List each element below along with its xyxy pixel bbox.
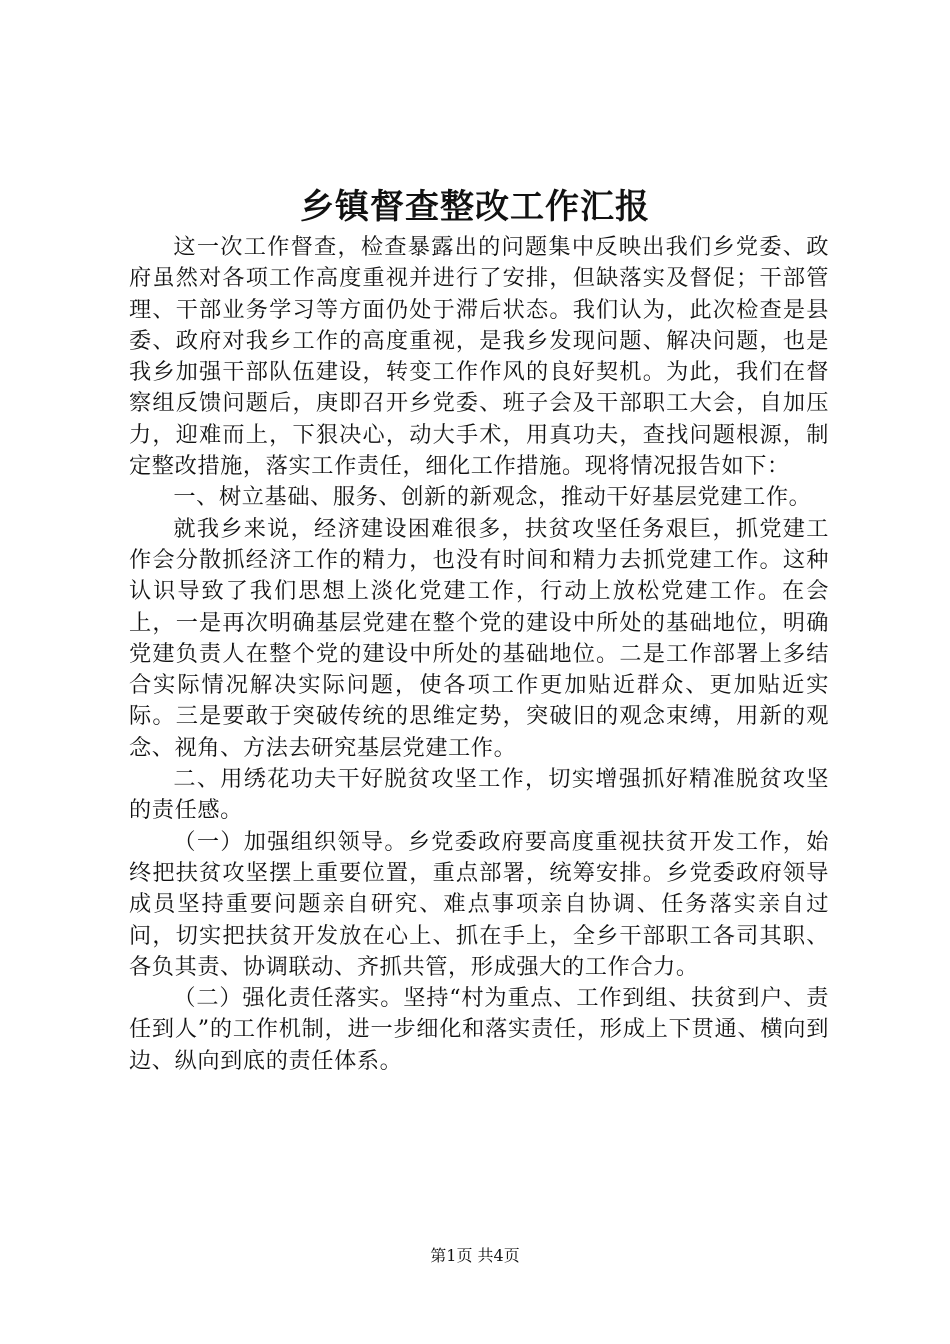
page-number-footer: 第1页 共4页 [430,1246,520,1265]
paragraph-subsection-2: （二）强化责任落实。坚持“村为重点、工作到组、扶贫到户、责任到人”的工作机制，进一步细化和落实责任，形成上下贯通、横向到边、纵向到底的责任体系。 [129,985,829,1074]
document-body [129,232,829,1077]
paragraph-subsection-1: （一）加强组织领导。乡党委政府要高度重视扶贫开发工作，始终把扶贫攻坚摆上重要位置，重点部署，统筹安排。乡党委政府领导成员坚持重要问题亲自研究、难点事项亲自协调、任务落实亲自过问，切实把扶贫开发放在心上、抓在手上，全乡干部职工各司其职、各负其责、协调联动、齐抓共管，形成强大的工作合力。 [129,828,829,980]
section-heading-1: 一、树立基础、服务、创新的新观念，推动干好基层党建工作。 [173,484,812,511]
paragraph-intro: 这一次工作督查，检查暴露出的问题集中反映出我们乡党委、政府虽然对各项工作高度重视并进行了安排，但缺落实及督促；干部管理、干部业务学习等方面仍处于滞后状态。我们认为，此次检查是县委、政府对我乡工作的高度重视，是我乡发现问题、解决问题，也是我乡加强干部队伍建设，转变工作作风的良好契机。为此，我们在督察组反馈问题后，庚即召开乡党委、班子会及干部职工大会，自加压力，迎难而上，下狠决心，动大手术，用真功夫，查找问题根源，制定整改措施，落实工作责任，细化工作措施。现将情况报告如下： [129,234,829,480]
document-title: 乡镇督查整改工作汇报 [300,187,650,227]
section-heading-2: 二、用绣花功夫干好脱贫攻坚工作，切实增强抓好精准脱贫攻坚的责任感。 [129,766,829,824]
paragraph-section-1: 就我乡来说，经济建设困难很多，扶贫攻坚任务艰巨，抓党建工作会分散抓经济工作的精力，也没有时间和精力去抓党建工作。这种认识导致了我们思想上淡化党建工作，行动上放松党建工作。在会上，一是再次明确基层党建在整个党的建设中所处的基础地位，明确党建负责人在整个党的建设中所处的基础地位。二是工作部署上多结合实际情况解决实际问题，使各项工作更加贴近群众、更加贴近实际。三是要敢于突破传统的思维定势，突破旧的观念束缚，用新的观念、视角、方法去研究基层党建工作。 [129,515,829,761]
